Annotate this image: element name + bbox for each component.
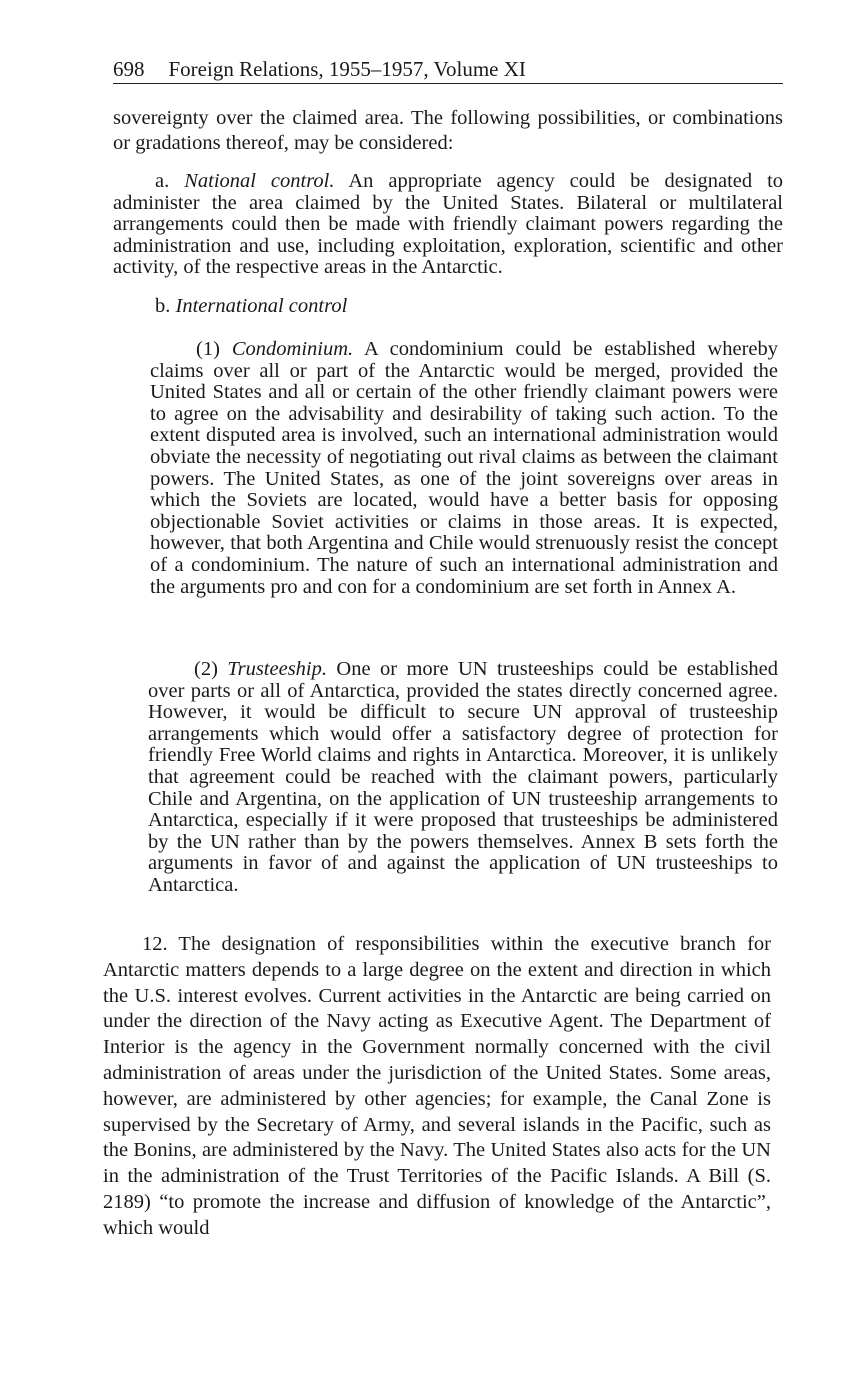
subsection-2-label: (2) [194, 658, 218, 680]
section-a-text: An appropriate agency could be designated to administer the area claimed by the United States. Bilateral or multilateral arrangements could then be made with friendly claimant powers regarding the administration and use, including exploitation, exploration, scientific and other activity, of the respective areas in the Antarctic. [113, 170, 784, 279]
lead-paragraph [113, 106, 783, 155]
section-b-label: b. [155, 295, 171, 317]
subsection-condominium [150, 339, 778, 598]
section-a-national-control [113, 171, 783, 279]
section-b-heading: International control [175, 295, 348, 317]
section-a-label: a. [155, 170, 170, 192]
subsection-1-text: A condominium could be established whereby claims over all or part of the Antarctic would be merged, provided the United States and all or certain of the other friendly claimant powers were to agree on the advisability and desirability of taking such action. To the extent disputed area is involved, such an international administration would obviate the necessity of negotiating out rival claims as between the claimant powers. The United States, as one of the joint sovereigns over areas in which the Soviets are located, would have a better basis for opposing objectionable Soviet activities or claims in those areas. It is expected, however, that both Argentina and Chile would strenuously resist the concept of a condominium. The nature of such an international administration and the arguments pro and con for a condominium are set forth in Annex A. [150, 338, 778, 598]
subsection-1-label: (1) [196, 338, 220, 360]
running-header [113, 55, 783, 84]
section-b-international-control [155, 296, 775, 318]
lead-text: sovereignty over the claimed area. The following possibilities, or combinations or gradations thereof, may be considered: [113, 107, 783, 154]
subsection-1-heading: Condominium. [231, 338, 354, 360]
paragraph-12-number: 12. [142, 933, 168, 955]
section-a-heading: National control. [184, 170, 335, 192]
publication-title: Foreign Relations, 1955–1957, Volume XI [168, 57, 526, 81]
paragraph-12-text: The designation of responsibilities within the executive branch for Antarctic matters depends to a large degree on the extent and direction in which the U.S. interest evolves. Current activities in the Antarctic are being carried on under the direction of the Navy acting as Executive Agent. The Department of Interior is the agency in the Government normally concerned with the civil administration of areas under the jurisdiction of the United States. Some areas, however, are administered by other agencies; for example, the Canal Zone is supervised by the Secretary of Army, and several islands in the Pacific, such as the Bonins, are administered by the Navy. The United States also acts for the UN in the administration of the Trust Territories of the Pacific Islands. A Bill (S. 2189) “to promote the increase and diffusion of knowledge of the Antarctic”, which would [103, 933, 771, 1239]
subsection-2-text: One or more UN trusteeships could be established over parts or all of Antarctica, provided the states directly concerned agree. However, it would be difficult to secure UN approval of trusteeship arrangements which would offer a satisfactory degree of protection for friendly Free World claims and rights in Antarctica. Moreover, it is unlikely that agreement could be reached with the claimant powers, particularly Chile and Argentina, on the application of UN trusteeship arrangements to Antarctica, especially if it were proposed that trusteeships be administered by the UN rather than by the powers themselves. Annex B sets forth the arguments in favor of and against the application of UN trusteeships to Antarctica. [148, 658, 779, 896]
paragraph-12 [103, 932, 771, 1242]
subsection-trusteeship [148, 659, 778, 897]
page-number: 698 [113, 57, 145, 81]
subsection-2-heading: Trusteeship. [227, 658, 327, 680]
